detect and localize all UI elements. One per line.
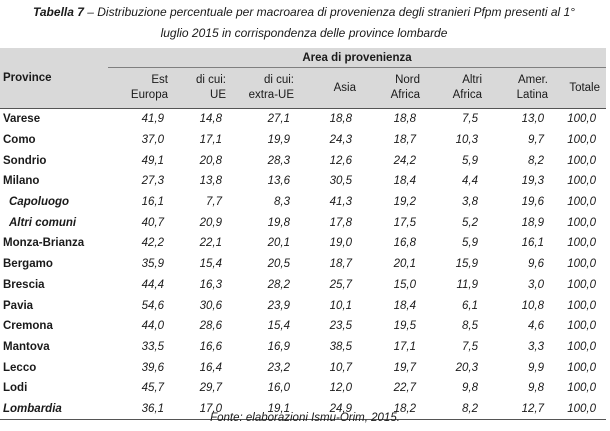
table-cell: 100,0: [567, 113, 596, 126]
table-row: [0, 171, 606, 192]
table-cell: 3,0: [528, 278, 544, 291]
table-row: [0, 130, 606, 151]
table-cell: 6,1: [462, 299, 478, 312]
table-cell: 24,2: [393, 154, 416, 167]
table-cell: 44,0: [141, 320, 164, 333]
table-row: [0, 316, 606, 337]
group-header: Area di provenienza: [108, 48, 606, 68]
column-header-line: Totale: [569, 81, 600, 94]
table-cell: 19,9: [267, 134, 290, 147]
table-cell: 13,6: [267, 175, 290, 188]
data-table: [0, 48, 606, 420]
table-cell: 16,1: [141, 196, 164, 209]
column-header-line: Altri: [462, 74, 482, 86]
table-cell: 10,7: [329, 361, 352, 374]
table-cell: 23,5: [329, 320, 352, 333]
table-cell: 19,5: [393, 320, 416, 333]
table-cell: 15,9: [455, 258, 478, 271]
table-row: [0, 192, 606, 213]
table-cell: 19,6: [521, 196, 544, 209]
table-cell: 20,8: [199, 154, 222, 167]
table-cell: 38,5: [329, 340, 352, 353]
table-cell: 13,8: [199, 175, 222, 188]
table-cell: 45,7: [141, 382, 164, 395]
table-cell: 18,4: [393, 299, 416, 312]
table-cell: 8,5: [462, 320, 478, 333]
table-cell: 100,0: [567, 278, 596, 291]
table-cell: 16,4: [199, 361, 222, 374]
table-cell: 54,6: [141, 299, 164, 312]
table-body: [0, 109, 606, 420]
table-cell: 18,9: [521, 216, 544, 229]
table-cell: 16,8: [393, 237, 416, 250]
table-cell: 10,3: [455, 134, 478, 147]
table-cell: 20,9: [199, 216, 222, 229]
table-row: [0, 254, 606, 275]
table-cell: 100,0: [567, 382, 596, 395]
table-cell: 23,2: [267, 361, 290, 374]
table-cell: 27,1: [267, 113, 290, 126]
table-cell: 14,8: [199, 113, 222, 126]
table-cell: 19,8: [267, 216, 290, 229]
table-cell: 27,3: [141, 175, 164, 188]
table-cell: 7,5: [462, 113, 478, 126]
column-header: [232, 68, 300, 109]
table-cell: 100,0: [567, 216, 596, 229]
table-cell: 41,9: [141, 113, 164, 126]
row-province-name: Varese: [3, 113, 41, 126]
table-cell: 20,5: [267, 258, 290, 271]
row-province-name: Como: [3, 134, 36, 147]
row-province-name: Capoluogo: [9, 196, 70, 209]
table-cell: 16,0: [267, 382, 290, 395]
table-cell: 100,0: [567, 361, 596, 374]
table-cell: 19,1: [232, 399, 300, 420]
table-cell: 18,2: [362, 399, 426, 420]
table-cell: 12,7: [488, 399, 554, 420]
table-cell: 30,5: [329, 175, 352, 188]
column-header: [554, 68, 606, 109]
table-cell: 18,8: [329, 113, 352, 126]
column-header-line: UE: [210, 89, 226, 101]
table-cell: 19,2: [393, 196, 416, 209]
table-cell: 3,8: [462, 196, 478, 209]
table-cell: 8,3: [274, 196, 290, 209]
row-province-name: Lombardia: [0, 399, 108, 420]
table-cell: 16,9: [267, 340, 290, 353]
table-cell: 18,7: [329, 258, 352, 271]
table-cell: 100,0: [567, 320, 596, 333]
table-cell: 28,6: [199, 320, 222, 333]
table-cell: 28,2: [267, 278, 290, 291]
table-row: [0, 378, 606, 399]
province-column-header: Province: [0, 48, 108, 109]
table-cell: 37,0: [141, 134, 164, 147]
table-header: [0, 48, 606, 109]
table-cell: 100,0: [567, 237, 596, 250]
row-province-name: Cremona: [3, 320, 53, 333]
table-cell: 19,7: [393, 361, 416, 374]
table-cell: 24,3: [329, 134, 352, 147]
table-cell: 18,4: [393, 175, 416, 188]
row-province-name: Sondrio: [3, 154, 47, 167]
row-province-name: Lodi: [3, 382, 28, 395]
table-cell: 33,5: [141, 340, 164, 353]
table-cell: 4,4: [462, 175, 478, 188]
table-cell: 17,1: [393, 340, 416, 353]
row-province-name: Mantova: [3, 340, 50, 353]
row-province-name: Bergamo: [3, 258, 53, 271]
column-header-line: Amer.: [517, 74, 548, 86]
table-cell: 35,9: [141, 258, 164, 271]
table-cell: 20,3: [455, 361, 478, 374]
table-cell: 22,1: [199, 237, 222, 250]
table-cell: 41,3: [329, 196, 352, 209]
row-province-name: Brescia: [3, 278, 45, 291]
table-cell: 23,9: [267, 299, 290, 312]
column-header: [362, 68, 426, 109]
table-row: [0, 337, 606, 358]
table-caption: [4, 2, 604, 44]
column-header: [108, 68, 174, 109]
table-cell: 49,1: [141, 154, 164, 167]
table-cell: 25,7: [329, 278, 352, 291]
column-header-line: extra-UE: [248, 89, 294, 101]
table-cell: 15,4: [267, 320, 290, 333]
table-cell: 100,0: [567, 299, 596, 312]
table-cell: 10,1: [329, 299, 352, 312]
table-row: [0, 295, 606, 316]
table-cell: 100,0: [567, 154, 596, 167]
row-province-name: Pavia: [3, 299, 34, 312]
table-cell: 9,6: [528, 258, 544, 271]
table-cell: 30,6: [199, 299, 222, 312]
column-header-line: Latina: [516, 89, 548, 101]
table-cell: 18,7: [393, 134, 416, 147]
caption-text: – Distribuzione percentuale per macroarea di provenienza degli stranieri Pfpm presenti al 1°: [83, 5, 575, 19]
table-cell: 15,4: [199, 258, 222, 271]
row-province-name: Altri comuni: [9, 216, 77, 229]
column-header-line: di cui:: [195, 74, 226, 86]
table-cell: 9,9: [528, 361, 544, 374]
table-cell: 100,0: [567, 340, 596, 353]
table-cell: 16,3: [199, 278, 222, 291]
table-cell: 29,7: [199, 382, 222, 395]
table-cell: 17,1: [199, 134, 222, 147]
table-cell: 15,0: [393, 278, 416, 291]
table-row: [0, 357, 606, 378]
table-cell: 36,1: [108, 399, 174, 420]
table-cell: 9,8: [528, 382, 544, 395]
column-header-line: Asia: [333, 81, 356, 94]
table-cell: 17,0: [174, 399, 232, 420]
column-header: [174, 68, 232, 109]
table-cell: 16,6: [199, 340, 222, 353]
table-cell: 12,0: [329, 382, 352, 395]
column-header-line: di cui:: [263, 74, 294, 86]
source-note: Fonte: elaborazioni Ismu-Orim, 2015.: [210, 412, 400, 424]
table-cell: 5,9: [462, 154, 478, 167]
table-cell: 100,0: [567, 175, 596, 188]
table-cell: 28,3: [267, 154, 290, 167]
column-header-line: Europa: [130, 89, 168, 101]
column-header: [488, 68, 554, 109]
table-cell: 17,5: [393, 216, 416, 229]
column-header-line: Nord: [395, 74, 420, 86]
caption-text-line2: luglio 2015 in corrispondenza delle province lombarde: [160, 26, 448, 40]
table-cell: 100,0: [567, 258, 596, 271]
table-cell: 19,3: [521, 175, 544, 188]
table-cell: 5,9: [462, 237, 478, 250]
table-cell: 3,3: [528, 340, 544, 353]
table-cell: 8,2: [426, 399, 488, 420]
table-row: [0, 150, 606, 171]
row-province-name: Monza-Brianza: [3, 237, 85, 250]
row-province-name: Milano: [3, 175, 40, 188]
table-cell: 7,7: [206, 196, 222, 209]
table-cell: 44,4: [141, 278, 164, 291]
table-cell: 40,7: [141, 216, 164, 229]
caption-label: Tabella 7: [33, 5, 84, 19]
table-cell: 8,2: [528, 154, 544, 167]
table-cell: 11,9: [456, 278, 478, 291]
table-row: [0, 275, 606, 296]
table-cell: 19,0: [329, 237, 352, 250]
table-cell: 100,0: [567, 134, 596, 147]
table-cell: 20,1: [267, 237, 290, 250]
table-cell: 18,8: [393, 113, 416, 126]
table-cell: 12,6: [329, 154, 352, 167]
table-cell: 9,7: [528, 134, 544, 147]
table-cell: 9,8: [462, 382, 478, 395]
table-row: [0, 212, 606, 233]
table-cell: 24,9: [300, 399, 362, 420]
table-cell: 39,6: [141, 361, 164, 374]
table-cell: 7,5: [462, 340, 478, 353]
table-row: [0, 109, 606, 130]
table-cell: 17,8: [329, 216, 352, 229]
table-cell: 100,0: [554, 399, 606, 420]
table-cell: 10,8: [521, 299, 544, 312]
table-cell: 4,6: [528, 320, 544, 333]
table-cell: 20,1: [393, 258, 416, 271]
column-header: [300, 68, 362, 109]
table-cell: 5,2: [462, 216, 478, 229]
row-province-name: Lecco: [3, 361, 37, 374]
column-header: [426, 68, 488, 109]
table-cell: 13,0: [521, 113, 544, 126]
column-header-line: Africa: [390, 89, 420, 101]
column-header-line: Africa: [452, 89, 482, 101]
table-cell: 100,0: [567, 196, 596, 209]
table-cell: 16,1: [521, 237, 544, 250]
table-cell: 22,7: [393, 382, 416, 395]
table-row: [0, 233, 606, 254]
column-header-line: Est: [151, 74, 168, 86]
table-cell: 42,2: [141, 237, 164, 250]
